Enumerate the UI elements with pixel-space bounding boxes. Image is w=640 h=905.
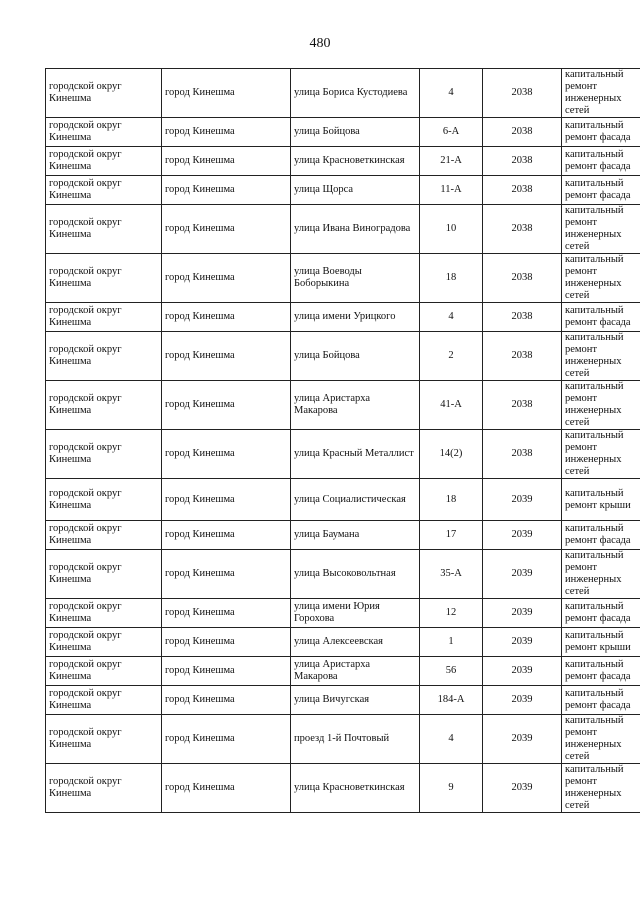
street-cell: улица Бойцова xyxy=(291,118,420,147)
municipality-cell: городской округ Кинешма xyxy=(46,69,162,118)
work-type-cell: капитальный ремонт фасада xyxy=(562,118,640,147)
work-type-cell: капитальный ремонт фасада xyxy=(562,686,640,715)
settlement-cell: город Кинешма xyxy=(162,254,291,303)
street-cell: улица Воеводы Боборыкина xyxy=(291,254,420,303)
work-type-cell: капитальный ремонт крыши xyxy=(562,479,640,521)
table-row xyxy=(46,332,640,381)
planned-year-cell: 2038 xyxy=(483,69,562,118)
work-type-cell: капитальный ремонт фасада xyxy=(562,599,640,628)
work-type-cell: капитальный ремонт фасада xyxy=(562,147,640,176)
table-row xyxy=(46,69,640,118)
planned-year-cell: 2038 xyxy=(483,332,562,381)
settlement-cell: город Кинешма xyxy=(162,479,291,521)
table-row xyxy=(46,430,640,479)
planned-year-cell: 2038 xyxy=(483,430,562,479)
settlement-cell: город Кинешма xyxy=(162,715,291,764)
work-type-cell: капитальный ремонт фасада xyxy=(562,176,640,205)
settlement-cell: город Кинешма xyxy=(162,430,291,479)
house-number-cell: 14(2) xyxy=(420,430,483,479)
settlement-cell: город Кинешма xyxy=(162,303,291,332)
planned-year-cell: 2039 xyxy=(483,479,562,521)
work-type-cell: капитальный ремонт фасада xyxy=(562,303,640,332)
table-row xyxy=(46,628,640,657)
house-number-cell: 2 xyxy=(420,332,483,381)
municipality-cell: городской округ Кинешма xyxy=(46,715,162,764)
table-row xyxy=(46,479,640,521)
house-number-cell: 41-А xyxy=(420,381,483,430)
municipality-cell: городской округ Кинешма xyxy=(46,521,162,550)
table-row xyxy=(46,686,640,715)
municipality-cell: городской округ Кинешма xyxy=(46,303,162,332)
repair-schedule-table xyxy=(45,68,640,813)
planned-year-cell: 2038 xyxy=(483,147,562,176)
settlement-cell: город Кинешма xyxy=(162,657,291,686)
table-row xyxy=(46,521,640,550)
planned-year-cell: 2039 xyxy=(483,521,562,550)
street-cell: улица Бойцова xyxy=(291,332,420,381)
street-cell: улица Красноветкинская xyxy=(291,764,420,813)
municipality-cell: городской округ Кинешма xyxy=(46,550,162,599)
municipality-cell: городской округ Кинешма xyxy=(46,147,162,176)
work-type-cell: капитальный ремонт инженерных сетей xyxy=(562,254,640,303)
house-number-cell: 12 xyxy=(420,599,483,628)
settlement-cell: город Кинешма xyxy=(162,599,291,628)
municipality-cell: городской округ Кинешма xyxy=(46,205,162,254)
table-row xyxy=(46,176,640,205)
planned-year-cell: 2039 xyxy=(483,550,562,599)
house-number-cell: 21-А xyxy=(420,147,483,176)
work-type-cell: капитальный ремонт крыши xyxy=(562,628,640,657)
page-number: 480 xyxy=(309,36,331,51)
planned-year-cell: 2039 xyxy=(483,657,562,686)
municipality-cell: городской округ Кинешма xyxy=(46,430,162,479)
municipality-cell: городской округ Кинешма xyxy=(46,599,162,628)
municipality-cell: городской округ Кинешма xyxy=(46,332,162,381)
municipality-cell: городской округ Кинешма xyxy=(46,479,162,521)
municipality-cell: городской округ Кинешма xyxy=(46,628,162,657)
street-cell: улица Красноветкинская xyxy=(291,147,420,176)
planned-year-cell: 2039 xyxy=(483,686,562,715)
work-type-cell: капитальный ремонт инженерных сетей xyxy=(562,205,640,254)
planned-year-cell: 2038 xyxy=(483,205,562,254)
settlement-cell: город Кинешма xyxy=(162,205,291,254)
street-cell: улица имени Урицкого xyxy=(291,303,420,332)
street-cell: улица Ивана Виноградова xyxy=(291,205,420,254)
planned-year-cell: 2038 xyxy=(483,118,562,147)
planned-year-cell: 2038 xyxy=(483,176,562,205)
planned-year-cell: 2039 xyxy=(483,628,562,657)
settlement-cell: город Кинешма xyxy=(162,176,291,205)
work-type-cell: капитальный ремонт инженерных сетей xyxy=(562,69,640,118)
work-type-cell: капитальный ремонт инженерных сетей xyxy=(562,430,640,479)
settlement-cell: город Кинешма xyxy=(162,628,291,657)
municipality-cell: городской округ Кинешма xyxy=(46,254,162,303)
street-cell: улица Алексеевская xyxy=(291,628,420,657)
settlement-cell: город Кинешма xyxy=(162,686,291,715)
work-type-cell: капитальный ремонт инженерных сетей xyxy=(562,715,640,764)
planned-year-cell: 2039 xyxy=(483,764,562,813)
table-row xyxy=(46,147,640,176)
planned-year-cell: 2038 xyxy=(483,381,562,430)
work-type-cell: капитальный ремонт инженерных сетей xyxy=(562,381,640,430)
settlement-cell: город Кинешма xyxy=(162,381,291,430)
table-row xyxy=(46,254,640,303)
municipality-cell: городской округ Кинешма xyxy=(46,764,162,813)
house-number-cell: 9 xyxy=(420,764,483,813)
municipality-cell: городской округ Кинешма xyxy=(46,381,162,430)
house-number-cell: 18 xyxy=(420,479,483,521)
municipality-cell: городской округ Кинешма xyxy=(46,176,162,205)
table-row xyxy=(46,303,640,332)
house-number-cell: 1 xyxy=(420,628,483,657)
house-number-cell: 18 xyxy=(420,254,483,303)
settlement-cell: город Кинешма xyxy=(162,550,291,599)
work-type-cell: капитальный ремонт фасада xyxy=(562,521,640,550)
house-number-cell: 184-А xyxy=(420,686,483,715)
settlement-cell: город Кинешма xyxy=(162,332,291,381)
municipality-cell: городской округ Кинешма xyxy=(46,686,162,715)
house-number-cell: 10 xyxy=(420,205,483,254)
planned-year-cell: 2039 xyxy=(483,715,562,764)
table-row xyxy=(46,599,640,628)
street-cell: улица Аристарха Макарова xyxy=(291,381,420,430)
settlement-cell: город Кинешма xyxy=(162,521,291,550)
house-number-cell: 35-А xyxy=(420,550,483,599)
work-type-cell: капитальный ремонт инженерных сетей xyxy=(562,764,640,813)
table-body xyxy=(46,69,640,813)
municipality-cell: городской округ Кинешма xyxy=(46,657,162,686)
street-cell: проезд 1-й Почтовый xyxy=(291,715,420,764)
table-row xyxy=(46,550,640,599)
municipality-cell: городской округ Кинешма xyxy=(46,118,162,147)
street-cell: улица Щорса xyxy=(291,176,420,205)
table-row xyxy=(46,715,640,764)
table-row xyxy=(46,764,640,813)
planned-year-cell: 2038 xyxy=(483,254,562,303)
house-number-cell: 4 xyxy=(420,69,483,118)
planned-year-cell: 2038 xyxy=(483,303,562,332)
house-number-cell: 4 xyxy=(420,303,483,332)
settlement-cell: город Кинешма xyxy=(162,764,291,813)
planned-year-cell: 2039 xyxy=(483,599,562,628)
house-number-cell: 17 xyxy=(420,521,483,550)
house-number-cell: 6-А xyxy=(420,118,483,147)
street-cell: улица имени Юрия Горохова xyxy=(291,599,420,628)
table-row xyxy=(46,381,640,430)
street-cell: улица Высоковольтная xyxy=(291,550,420,599)
settlement-cell: город Кинешма xyxy=(162,118,291,147)
settlement-cell: город Кинешма xyxy=(162,69,291,118)
table-row xyxy=(46,118,640,147)
settlement-cell: город Кинешма xyxy=(162,147,291,176)
house-number-cell: 4 xyxy=(420,715,483,764)
house-number-cell: 56 xyxy=(420,657,483,686)
street-cell: улица Аристарха Макарова xyxy=(291,657,420,686)
street-cell: улица Вичугская xyxy=(291,686,420,715)
table-row xyxy=(46,657,640,686)
street-cell: улица Бориса Кустодиева xyxy=(291,69,420,118)
work-type-cell: капитальный ремонт инженерных сетей xyxy=(562,550,640,599)
work-type-cell: капитальный ремонт фасада xyxy=(562,657,640,686)
street-cell: улица Баумана xyxy=(291,521,420,550)
table-row xyxy=(46,205,640,254)
work-type-cell: капитальный ремонт инженерных сетей xyxy=(562,332,640,381)
house-number-cell: 11-А xyxy=(420,176,483,205)
street-cell: улица Социалистическая xyxy=(291,479,420,521)
street-cell: улица Красный Металлист xyxy=(291,430,420,479)
